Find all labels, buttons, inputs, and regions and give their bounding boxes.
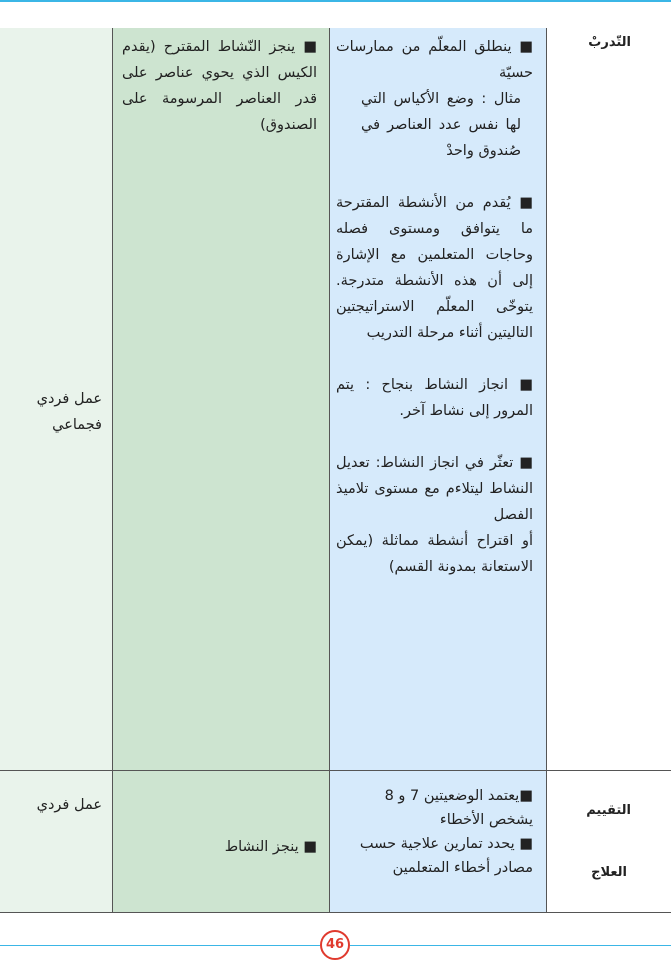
- teacher-guidance-evaluation: [336, 784, 533, 880]
- student-activity-training: ■ ينجز النّشاط المقترح (يقدم الكيس الذي يحوي عناصر على قدر العناصر المرسومة على الصندوق): [122, 39, 317, 133]
- grid-line: [546, 28, 547, 913]
- grid-line: [0, 912, 671, 913]
- stage-cell-eval: [546, 770, 671, 913]
- teacher-point-3: ■ انجاز النشاط بنجاح : يتم المرور إلى نشاط آخر.: [336, 377, 533, 419]
- top-rule: [0, 0, 671, 2]
- work-mode-evaluation: عمل فردي: [36, 797, 102, 813]
- teacher-eval-point-1: ■يعتمد الوضعيتين 7 و 8 يشخص الأخطاء: [384, 788, 533, 828]
- page-number: 46: [320, 930, 350, 960]
- footer-rule-right: [350, 945, 671, 946]
- stage-label-evaluation: التقييم: [586, 803, 631, 818]
- stage-cell-training: [546, 28, 671, 770]
- stage-label-remedy: العلاج: [591, 865, 627, 880]
- teacher-example: مثال : وضع الأكياس التي لها نفس عدد العناصر في صُندوق واحدْ: [361, 91, 521, 159]
- teacher-eval-point-2: ■ يحدد تمارين علاجية حسب مصادر أخطاء المتعلمين: [359, 836, 533, 876]
- grid-line: [329, 28, 330, 913]
- work-mode-training: عمل فردي فجماعي: [36, 391, 102, 433]
- stage-label-training: التّدربْ: [588, 35, 631, 50]
- student-cell-training: [112, 28, 329, 770]
- teacher-point-4: ■ تعثّر في انجاز النشاط: تعديل النشاط ليتلاءم مع مستوى تلاميذ الفصل: [336, 455, 533, 523]
- student-activity-evaluation: ■ ينجز النشاط: [224, 839, 317, 855]
- teacher-guidance-training: [336, 34, 533, 580]
- teacher-point-5: أو اقتراح أنشطة مماثلة (يمكن الاستعانة بمدونة القسم): [336, 533, 533, 575]
- grid-line: [0, 770, 671, 771]
- grid-line: [112, 28, 113, 913]
- teacher-point-1: ■ ينطلق المعلّم من ممارسات حسيّة: [336, 39, 533, 81]
- footer-rule-left: [0, 945, 320, 946]
- teacher-point-2: ■ يُقدم من الأنشطة المقترحة ما يتوافق ومستوى فصله وحاجات المتعلمين مع الإشارة إلى أن هذه الأنشطة متدرجة. يتوخّى المعلّم الاستراتيجتين التاليتين أثناء مرحلة التدريب: [336, 195, 533, 341]
